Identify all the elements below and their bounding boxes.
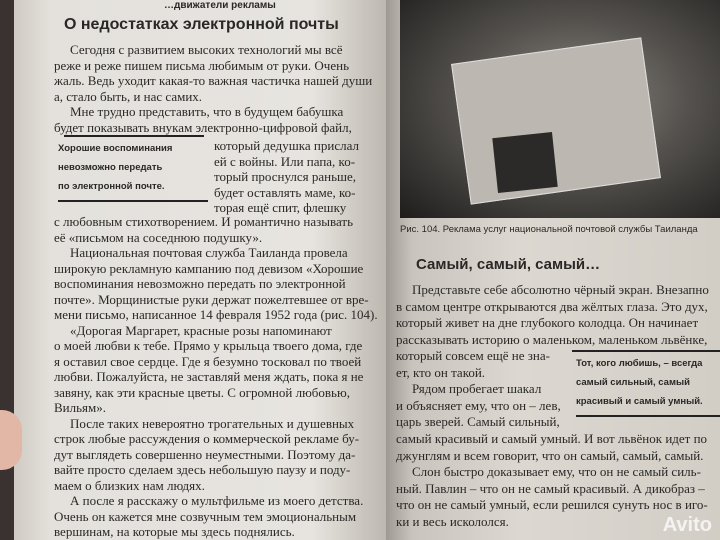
watermark: Avito — [662, 514, 712, 536]
text-line: который живет на дне глубокого колодца. Он начинает — [396, 315, 699, 330]
pull-quote-line: самый сильный, самый — [576, 377, 690, 388]
left-page — [14, 0, 386, 540]
text-line: Представьте себе абсолютно чёрный экран. Внезапно — [412, 282, 709, 297]
running-head: …движатели рекламы — [164, 0, 276, 11]
text-line: джунглям и всем говорит, что он самый, самый, самый. — [396, 447, 704, 463]
text-line: Слон быстро доказывает ему, что он не самый силь- — [412, 464, 701, 479]
thumb — [0, 410, 22, 470]
text-line: «Дорогая Маргарет, красные розы напоминают — [70, 322, 332, 338]
text-line: воспоминания невозможно передать по электронной — [54, 276, 346, 291]
text-line: любви. Пожалуйста, не заставляй меня ждать, пока я не — [54, 369, 364, 384]
text-line: что он не самый умный, если решился сунуть нос в иго- — [396, 497, 708, 512]
text-line: царь зверей. Самый сильный, — [396, 414, 560, 429]
text-line: я оставил свое сердце. Где я безумно тосковал по твоей — [54, 353, 362, 369]
pull-quote-line: Хорошие воспоминания — [58, 143, 173, 154]
chapter-title: О недостатках электронной почты — [64, 16, 339, 33]
pull-quote — [58, 139, 172, 196]
text-line: завяну, как эти красные цветы. С огромной любовью, — [54, 384, 350, 400]
text-line: ный. Павлин – что он не самый красивый. А дикобраз – — [396, 480, 705, 496]
text-line: её «письмом на соседнюю подушку». — [54, 229, 263, 245]
pull-quote — [576, 354, 703, 411]
text-line: который совсем ещё не зна- — [396, 348, 550, 363]
pull-quote-line: по электронной почте. — [58, 181, 165, 192]
text-line: жаль. Ведь уходит какая-то важная частичка нашей души — [54, 73, 373, 88]
portrait-image — [492, 132, 557, 193]
pull-quote-rule-top — [64, 135, 204, 137]
section-heading: Самый, самый, самый… — [416, 256, 601, 273]
pull-quote-rule-top — [572, 350, 720, 352]
pull-quote-line: невозможно передать — [58, 162, 163, 173]
text-line: маем о близких нам людях. — [54, 477, 205, 493]
text-line: дут выглядеть совершенно неуместными. Поэтому да- — [54, 446, 356, 462]
text-line: ки и весь искололся. — [396, 513, 509, 529]
text-line: Сегодня с развитием высоких технологий мы всё — [70, 42, 343, 57]
text-line: Рядом пробегает шакал — [412, 381, 542, 396]
text-line: рассказывать историю о маленьком, маленьком львёнке, — [396, 331, 708, 347]
text-line: вайте просто сделаем здесь небольшую паузу и поду- — [54, 462, 351, 477]
text-line: будет показывать внукам электронно-цифровой файл, — [54, 119, 352, 135]
pull-quote-line: красивый и самый умный. — [576, 396, 703, 407]
text-line: Вильям». — [54, 400, 106, 415]
right-page — [386, 0, 720, 540]
figure-caption: Рис. 104. Реклама услуг национальной почтовой службы Таиланда — [400, 224, 698, 235]
text-line: вершинам, на которые мы здесь поднялись. — [54, 524, 295, 539]
text-line: будет оставлять маме, ко- — [214, 184, 356, 200]
text-line: ей с войны. Или папа, ко- — [214, 153, 356, 169]
pull-quote-rule-bottom — [58, 200, 208, 202]
text-line: Национальная почтовая служба Таиланда провела — [70, 245, 348, 260]
text-line: самый красивый и самый умный. И вот львёнок идет по — [396, 431, 708, 446]
pull-quote-line: Тот, кого любишь, – всегда — [576, 358, 703, 369]
text-line: который дедушка прислал — [214, 138, 359, 153]
text-line: реже и реже пишем письма любимым от руки. Очень — [54, 57, 350, 73]
text-line: мени письмо, написанное 14 февраля 1952 года (рис. 104). — [54, 307, 378, 322]
text-line: в самом центре открываются два жёлтых глаза. Это дух, — [396, 298, 708, 314]
text-line: почте». Морщинистые руки держат пожелтевшее от вре- — [54, 291, 369, 307]
text-line: и объясняет ему, что он – лев, — [396, 397, 561, 413]
pull-quote-rule-bottom — [576, 415, 720, 417]
figure-photo — [400, 0, 720, 218]
text-line: о моей любви к тебе. Прямо у крыльца твоего дома, где — [54, 338, 363, 353]
text-line: строк любые рассуждения о коммерческой рекламе бу- — [54, 431, 360, 446]
text-line: Мне трудно представить, что в будущем бабушка — [70, 104, 344, 119]
text-line: ет, кто он такой. — [396, 364, 486, 380]
text-line: широкую рекламную кампанию под девизом «Хорошие — [54, 260, 364, 276]
text-line: А после я расскажу о мультфильме из моего детства. — [70, 493, 364, 508]
text-line: торая ещё спит, флешку — [214, 200, 347, 215]
text-line: а, стало быть, и нас самих. — [54, 88, 203, 104]
text-line: Очень он кажется мне созвучным тем эмоциональным — [54, 508, 357, 524]
text-line: После таких невероятно трогательных и душевных — [70, 415, 355, 431]
text-line: торый проснулся раньше, — [214, 169, 357, 184]
text-line: с любовным стихотворением. И романтично называть — [54, 214, 354, 229]
